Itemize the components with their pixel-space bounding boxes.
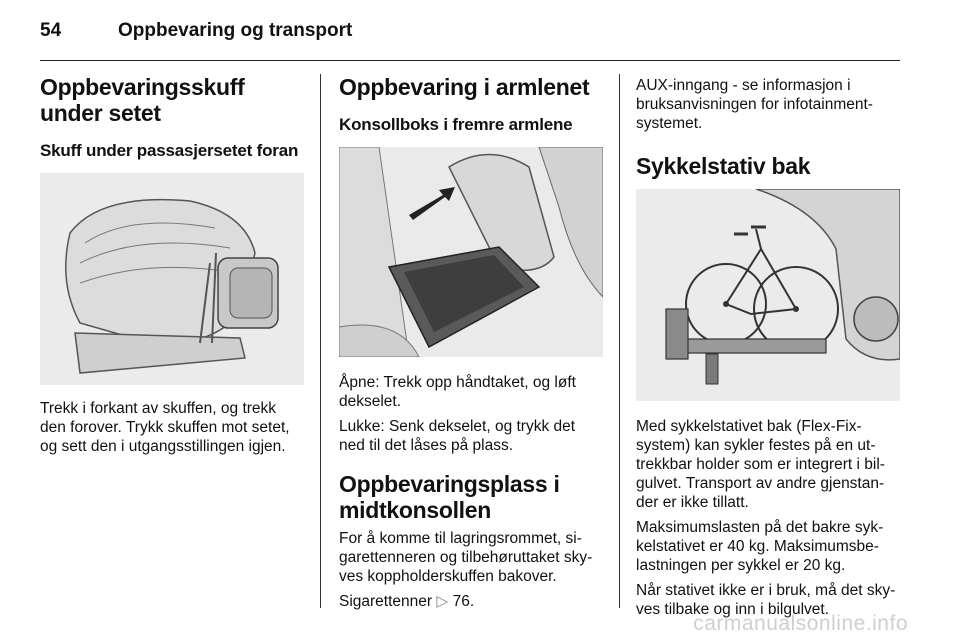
section-heading-armrest: Oppbevaring i armlenet xyxy=(339,74,590,100)
bike-rack-illustration xyxy=(636,189,900,401)
section-heading-center-console: Oppbevaringsplass i midtkonsollen xyxy=(339,471,560,523)
bike-rack-description: Med sykkelstativet bak (Flex-Fix-system) kan sykler festes på en uttrekkbar holder som er integrert i bilgulvet. Transport av andre gjenstander er ikke tillatt. xyxy=(636,418,885,511)
cigarette-lighter-label: Sigarettenner xyxy=(339,593,437,610)
column-seat-drawer xyxy=(40,74,304,456)
chapter-title: Oppbevaring og transport xyxy=(118,20,353,41)
column-bike-rack xyxy=(636,74,900,619)
header-rule xyxy=(40,60,900,61)
close-instructions: Lukke: Senk dekselet, og trykk det ned til det låses på plass. xyxy=(339,418,576,454)
subheading-passenger-drawer: Skuff under passasjersetet foran xyxy=(40,141,299,160)
center-console-instructions: For å komme til lagringsrommet, sigarettenneren og tilbehøruttaket skyves koppholderskuffen bakover. xyxy=(339,530,593,585)
column-armrest xyxy=(339,74,603,611)
seat-drawer-instructions: Trekk i forkant av skuffen, og trekk den forover. Trykk skuffen mot setet, og sett den i utgangsstillingen igjen. xyxy=(40,400,290,455)
seat-drawer-illustration xyxy=(40,173,304,385)
page-number: 54 xyxy=(40,20,62,41)
bike-rack-stow-instructions: Når stativet ikke er i bruk, må det skyves tilbake og inn i bilgulvet. xyxy=(636,582,896,618)
column-divider-1 xyxy=(320,74,321,608)
cigarette-lighter-reference xyxy=(339,592,603,611)
open-instructions: Åpne: Trekk opp håndtaket, og løft dekselet. xyxy=(339,374,576,410)
page-reference-arrow-icon[interactable]: ▷ xyxy=(436,593,449,610)
section-heading-bike-rack: Sykkelstativ bak xyxy=(636,153,811,179)
bike-rack-load-limits: Maksimumslasten på det bakre sykkelstativet er 40 kg. Maksimumsbelastningen per sykkel er 20 kg. xyxy=(636,519,884,574)
section-heading-seat-drawer: Oppbevaringsskuff under setet xyxy=(40,74,245,126)
watermark: carmanualsonline.info xyxy=(693,612,908,635)
subheading-console-box: Konsollboks i fremre armlene xyxy=(339,115,573,134)
aux-input-note: AUX-inngang - se informasjon i bruksanvisningen for infotainment-systemet. xyxy=(636,77,873,132)
armrest-console-illustration xyxy=(339,147,603,357)
column-divider-2 xyxy=(619,74,620,608)
page-reference-number[interactable]: 76. xyxy=(448,593,475,610)
